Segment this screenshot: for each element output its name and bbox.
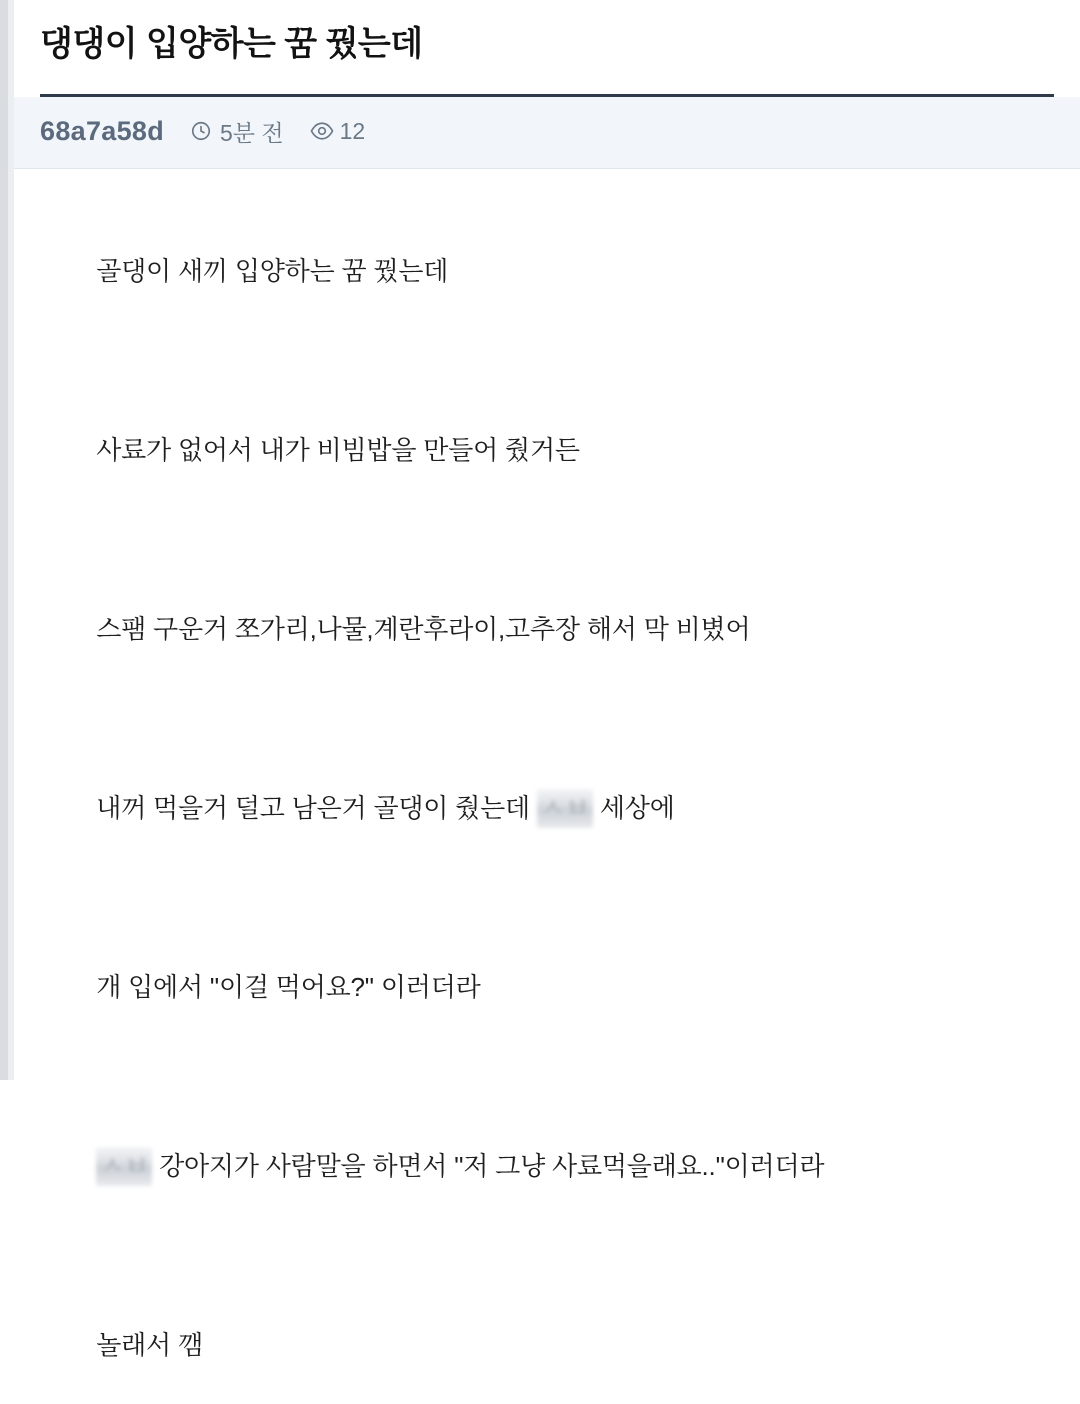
paragraph-text: 개 입에서 "이걸 먹어요?" 이러더라 xyxy=(96,971,481,1002)
left-edge-rail xyxy=(0,0,14,1080)
paragraph-text: 놀래서 깸 xyxy=(96,1329,203,1360)
post-meta-bar xyxy=(14,97,1080,169)
censored-word: ㅅㅂ xyxy=(537,789,593,828)
post-content-column xyxy=(14,0,1080,1360)
post-time xyxy=(190,115,284,148)
paragraph-text: 내꺼 먹을거 덜고 남은거 골댕이 줬는데 xyxy=(96,792,538,823)
post-paragraph xyxy=(40,929,1054,1046)
eye-icon xyxy=(310,120,332,142)
post-body xyxy=(14,169,1080,1404)
post-paragraph xyxy=(40,750,1054,867)
post-paragraph xyxy=(40,1287,1054,1404)
author-name[interactable]: 68a7a58d xyxy=(40,115,165,146)
paragraph-text-tail: 강아지가 사람말을 하면서 "저 그냥 사료먹을래요.."이러더라 xyxy=(152,1150,825,1181)
clock-icon xyxy=(190,120,212,142)
post-time-label: 5분 전 xyxy=(220,119,284,146)
post-paragraph xyxy=(40,1108,1054,1225)
title-block xyxy=(14,0,1080,68)
post-paragraph xyxy=(40,392,1054,509)
paragraph-text: 스팸 구운거 쪼가리,나물,계란후라이,고추장 해서 막 비볐어 xyxy=(96,613,751,644)
page-title: 댕댕이 입양하는 꿈 꿨는데 xyxy=(40,25,423,63)
paragraph-text-tail: 세상에 xyxy=(592,792,675,823)
censored-word: ㅅㅂ xyxy=(96,1147,152,1186)
view-count-label: 12 xyxy=(339,117,366,144)
paragraph-text: 사료가 없어서 내가 비빔밥을 만들어 줬거든 xyxy=(96,434,580,465)
paragraph-text: 골댕이 새끼 입양하는 꿈 꿨는데 xyxy=(96,255,449,286)
post-paragraph xyxy=(40,571,1054,688)
post-paragraph xyxy=(40,213,1054,330)
view-count xyxy=(310,118,366,145)
